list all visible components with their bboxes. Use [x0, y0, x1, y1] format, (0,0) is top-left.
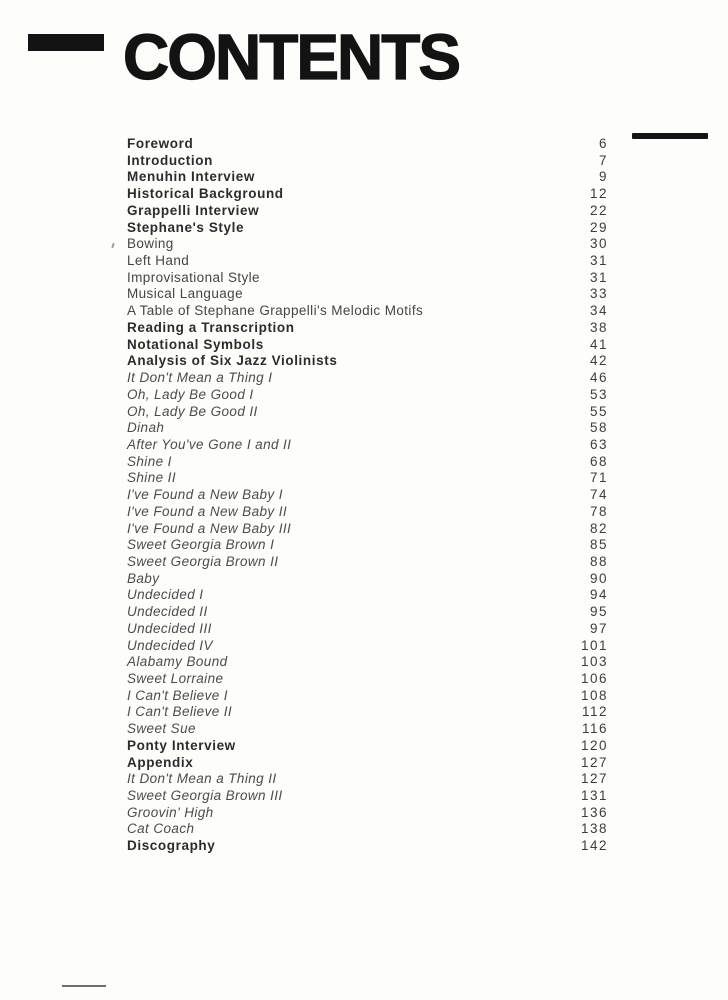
toc-entry-title: Introduction [127, 152, 213, 168]
toc-entry-page-number: 12 [589, 186, 608, 202]
toc-entry-page-number: 120 [580, 737, 608, 753]
toc-entry-title: Oh, Lady Be Good I [127, 386, 254, 402]
toc-entry [127, 838, 608, 855]
toc-entry-page-number: 94 [589, 587, 608, 603]
toc-entry [127, 370, 608, 387]
toc-entry-page-number: 112 [581, 704, 608, 720]
toc-entry-page-number: 7 [598, 152, 608, 168]
toc-entry-title: Sweet Georgia Brown III [127, 788, 283, 804]
toc-entry [127, 604, 608, 621]
toc-entry-page-number: 116 [581, 721, 608, 737]
toc-entry [127, 821, 608, 838]
toc-entry-page-number: 131 [580, 788, 608, 804]
toc-entry [127, 353, 608, 370]
toc-entry [127, 253, 608, 270]
toc-entry-title: Analysis of Six Jazz Violinists [127, 353, 338, 369]
toc-entry-title: I Can't Believe I [127, 687, 228, 703]
toc-entry-title: Undecided IV [127, 637, 213, 653]
toc-entry-title: Foreword [127, 136, 194, 151]
toc-entry [127, 805, 608, 822]
toc-entry [127, 571, 608, 588]
toc-entry [127, 270, 608, 287]
toc-entry-title: Left Hand [127, 253, 190, 269]
toc-entry-title: Sweet Lorraine [127, 671, 224, 686]
toc-entry [127, 504, 608, 521]
toc-entry-page-number: 90 [589, 570, 608, 586]
toc-entry [127, 404, 608, 421]
toc-entry [127, 454, 608, 471]
toc-entry-title: Discography [127, 838, 216, 854]
toc-entry [127, 554, 608, 571]
toc-entry-page-number: 31 [589, 269, 608, 285]
toc-entry [127, 236, 608, 253]
toc-entry [127, 387, 608, 404]
toc-entry [127, 153, 608, 170]
toc-entry-title: Grappelli Interview [127, 202, 260, 218]
toc-entry-page-number: 108 [580, 687, 608, 703]
toc-entry-page-number: 101 [580, 637, 608, 653]
toc-entry [127, 203, 608, 220]
toc-entry-title: Sweet Georgia Brown I [127, 537, 275, 553]
toc-entry-page-number: 103 [580, 654, 608, 670]
toc-entry [127, 788, 608, 805]
toc-entry-page-number: 88 [589, 553, 608, 569]
toc-entry-title: Undecided II [127, 604, 208, 620]
toc-entry-page-number: 38 [589, 319, 608, 335]
toc-entry-title: Notational Symbols [127, 336, 264, 352]
toc-entry-title: Appendix [127, 754, 194, 770]
toc-entry-page-number: 136 [580, 804, 608, 820]
toc-entry-page-number: 30 [589, 236, 608, 252]
toc-entry-title: Menuhin Interview [127, 169, 255, 185]
toc-entry-title: It Don't Mean a Thing II [127, 771, 277, 787]
toc-entry [127, 654, 608, 671]
toc-entry-page-number: 46 [589, 370, 608, 386]
toc-entry-title: Alabamy Bound [127, 654, 228, 670]
toc-entry-page-number: 127 [580, 754, 608, 770]
toc-entry-page-number: 29 [589, 219, 608, 235]
toc-entry-title: Stephane's Style [127, 219, 245, 235]
toc-entry-title: Sweet Sue [127, 721, 196, 737]
toc-entry [127, 337, 608, 354]
toc-entry [127, 136, 608, 153]
toc-entry-title: Ponty Interview [127, 737, 236, 753]
toc-entry-page-number: 31 [589, 253, 608, 269]
toc-entry-page-number: 42 [589, 353, 608, 369]
print-artifact-mark [111, 243, 114, 248]
toc-entry [127, 286, 608, 303]
page-title: CONTENTS [123, 21, 459, 93]
toc-entry-page-number: 74 [589, 487, 608, 503]
toc-entry [127, 487, 608, 504]
toc-entry-page-number: 34 [589, 303, 608, 319]
toc-entry-title: I've Found a New Baby II [127, 503, 288, 519]
toc-entry-page-number: 68 [589, 453, 608, 469]
toc-entry-title: Improvisational Style [127, 269, 260, 285]
toc-entry [127, 169, 608, 186]
toc-entry-page-number: 58 [589, 420, 608, 436]
toc-entry-page-number: 71 [589, 470, 608, 486]
toc-entry-title: Sweet Georgia Brown II [127, 553, 279, 569]
toc-entry-page-number: 6 [598, 136, 608, 151]
toc-entry [127, 638, 608, 655]
toc-entry-page-number: 95 [589, 604, 608, 620]
toc-list [127, 136, 608, 855]
toc-entry-page-number: 142 [580, 838, 608, 854]
toc-entry-title: After You've Gone I and II [127, 436, 292, 452]
toc-entry-title: A Table of Stephane Grappelli's Melodic Motifs [127, 303, 424, 319]
toc-entry [127, 537, 608, 554]
toc-entry-page-number: 106 [580, 671, 608, 686]
toc-entry-page-number: 85 [589, 537, 608, 553]
toc-entry [127, 721, 608, 738]
toc-entry-title: Undecided I [127, 587, 204, 603]
toc-entry-page-number: 127 [580, 771, 608, 787]
toc-entry [127, 671, 608, 688]
toc-entry [127, 621, 608, 638]
toc-entry [127, 738, 608, 755]
toc-entry-title: Cat Coach [127, 821, 195, 837]
toc-entry-title: I've Found a New Baby III [127, 520, 292, 536]
toc-entry-page-number: 63 [589, 436, 608, 452]
toc-entry [127, 587, 608, 604]
toc-entry-title: Shine I [127, 453, 172, 469]
toc-entry [127, 303, 608, 320]
toc-entry-title: Baby [127, 570, 160, 586]
toc-entry-title: I've Found a New Baby I [127, 487, 283, 503]
toc-entry [127, 470, 608, 487]
toc-entry-title: Musical Language [127, 286, 243, 302]
toc-entry [127, 186, 608, 203]
toc-entry-title: Historical Background [127, 186, 284, 202]
toc-entry [127, 420, 608, 437]
toc-entry-title: Undecided III [127, 620, 212, 636]
toc-entry [127, 771, 608, 788]
toc-entry [127, 320, 608, 337]
toc-entry-title: I Can't Believe II [127, 704, 233, 720]
toc-entry-page-number: 9 [598, 169, 608, 185]
footer-rule [62, 985, 106, 987]
toc-entry-page-number: 41 [589, 336, 608, 352]
toc-entry-title: It Don't Mean a Thing I [127, 370, 273, 386]
toc-entry [127, 437, 608, 454]
toc-entry-title: Dinah [127, 420, 165, 436]
toc-entry-title: Groovin' High [127, 804, 214, 820]
toc-entry [127, 521, 608, 538]
toc-entry-title: Oh, Lady Be Good II [127, 403, 258, 419]
toc-entry [127, 220, 608, 237]
toc-entry-page-number: 138 [580, 821, 608, 837]
toc-entry-page-number: 78 [589, 503, 608, 519]
toc-entry-page-number: 22 [589, 202, 608, 218]
toc-entry-title: Bowing [127, 236, 174, 252]
toc-entry [127, 755, 608, 772]
title-rule [28, 34, 104, 51]
toc-entry-title: Shine II [127, 470, 176, 486]
toc-entry-page-number: 82 [589, 520, 608, 536]
toc-entry-page-number: 33 [589, 286, 608, 302]
toc-entry-page-number: 55 [589, 403, 608, 419]
toc-entry-page-number: 53 [589, 386, 608, 402]
toc-entry [127, 688, 608, 705]
toc-entry [127, 704, 608, 721]
header-rule-right [632, 133, 708, 139]
toc-entry-page-number: 97 [589, 620, 608, 636]
toc-entry-title: Reading a Transcription [127, 319, 295, 335]
